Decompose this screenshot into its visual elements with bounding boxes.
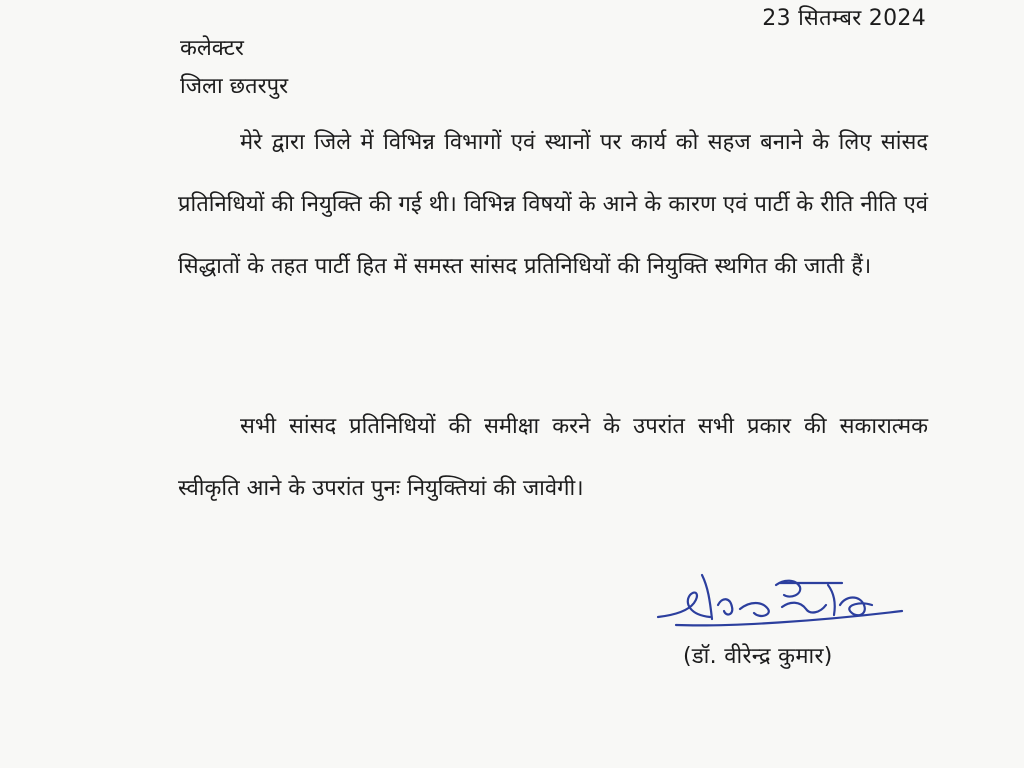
handwritten-signature: [650, 565, 910, 635]
body-paragraph-1: मेरे द्वारा जिले में विभिन्न विभागों एवं स्थानों पर कार्य को सहज बनाने के लिए सांसद प्रतिनिधियों की नियुक्ति की गई थी। विभिन्न विषयों के आने के कारण एवं पार्टी के रीति नीति एवं सिद्धातों के तहत पार्टी हित में समस्त सांसद प्रतिनिधियों की नियुक्ति स्थगित की जाती हैं।: [178, 130, 928, 279]
body-paragraph-2: सभी सांसद प्रतिनिधियों की समीक्षा करने के उपरांत सभी प्रकार की सकारात्मक स्वीकृति आने के उपरांत पुनः नियुक्तियां की जावेगी।: [178, 414, 928, 501]
letter-date: 23 सितम्बर 2024: [762, 6, 926, 31]
addressee-block: [180, 30, 288, 106]
addressee-district: जिला छतरपुर: [180, 74, 289, 99]
addressee-title: कलेक्टर: [180, 36, 244, 61]
signature-icon: [650, 565, 910, 635]
signer-name: (डॉ. वीरेन्द्र कुमार): [683, 644, 833, 669]
